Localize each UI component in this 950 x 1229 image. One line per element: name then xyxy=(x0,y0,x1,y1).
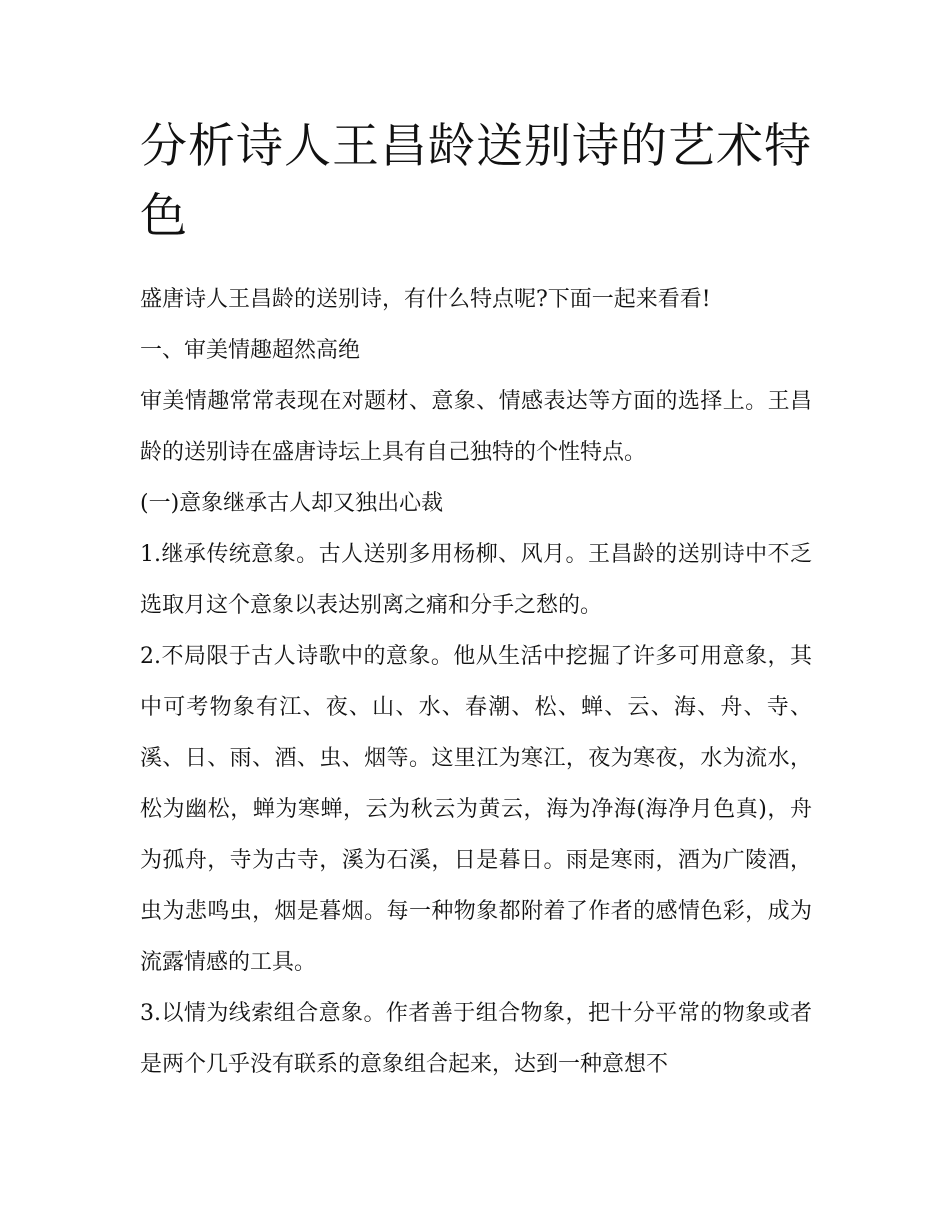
list-item-2: 2.不局限于古人诗歌中的意象。他从生活中挖掘了许多可用意象，其中可考物象有江、夜、山、水、春潮、松、蝉、云、海、舟、寺、溪、日、雨、酒、虫、烟等。这里江为寒江，夜为寒夜，水为流水，松为幽松，蝉为寒蝉，云为秋云为黄云，海为净海(海净月色真)，舟为孤舟，寺为古寺，溪为石溪，日是暮日。雨是寒雨，酒为广陵酒，虫为悲鸣虫，烟是暮烟。每一种物象都附着了作者的感情色彩，成为流露情感的工具。 xyxy=(140,644,812,975)
document-body xyxy=(140,112,812,1090)
document-title: 分析诗人王昌龄送别诗的艺术特色 xyxy=(140,119,812,244)
intro-paragraph: 盛唐诗人王昌龄的送别诗，有什么特点呢?下面一起来看看! xyxy=(140,287,711,312)
section-heading-1: 一、审美情趣超然高绝 xyxy=(140,338,361,363)
list-item-3: 3.以情为线索组合意象。作者善于组合物象，把十分平常的物象或者是两个几乎没有联系的意象组合起来，达到一种意想不 xyxy=(140,1001,812,1077)
body-paragraph: 审美情趣常常表现在对题材、意象、情感表达等方面的选择上。王昌龄的送别诗在盛唐诗坛上具有自己独特的个性特点。 xyxy=(140,389,812,465)
subsection-heading-1: (一)意象继承古人却又独出心裁 xyxy=(140,491,444,516)
list-item-1: 1.继承传统意象。古人送别多用杨柳、风月。王昌龄的送别诗中不乏选取月这个意象以表达别离之痛和分手之愁的。 xyxy=(140,542,812,618)
